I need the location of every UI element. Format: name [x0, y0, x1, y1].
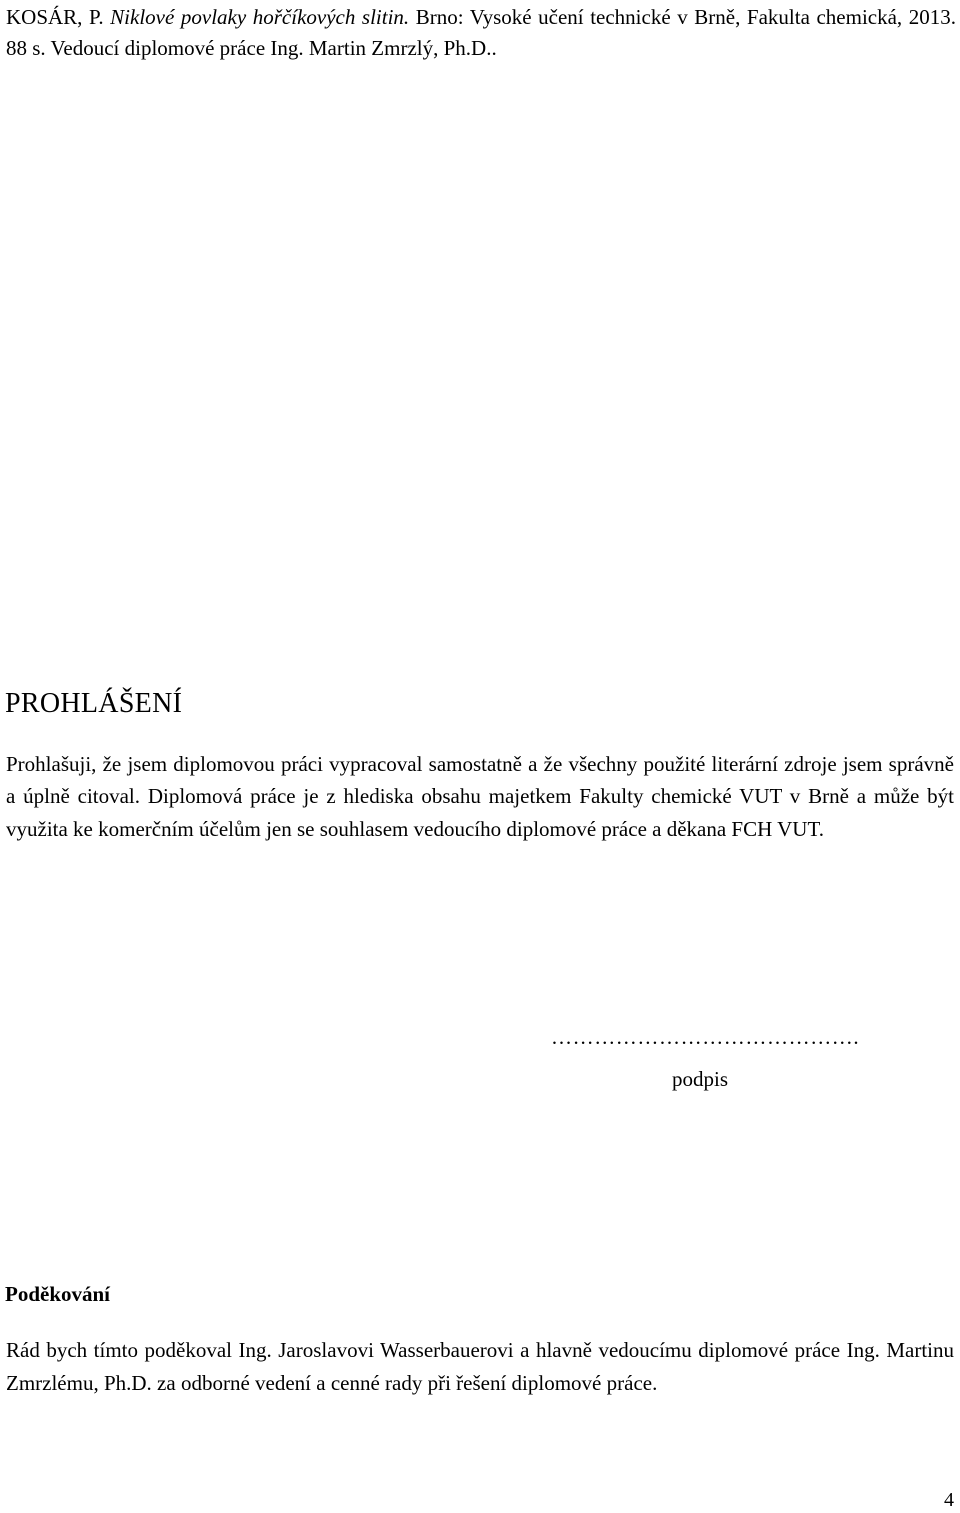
bibliographic-citation — [6, 2, 956, 64]
signature-label: podpis — [672, 1067, 729, 1091]
acknowledgement-heading: Poděkování — [5, 1282, 111, 1306]
citation-authors: KOSÁR, P. — [6, 5, 111, 29]
signature-line: ……………………………………. — [551, 1025, 860, 1049]
declaration-text: Prohlašuji, že jsem diplomovou práci vypracoval samostatně a že všechny použité literární zdroje jsem správně a úplně citoval. Diplomová práce je z hlediska obsahu majetkem Fakulty chemické VUT v Brně a může být využita ke komerčním účelům jen se souhlasem vedoucího diplomové práce a děkana FCH VUT. — [6, 752, 954, 841]
page-number: 4 — [944, 1489, 954, 1511]
acknowledgement-text: Rád bych tímto poděkoval Ing. Jaroslavovi Wasserbauerovi a hlavně vedoucímu diplomové práce Ing. Martinu Zmrzlému, Ph.D. za odborné vedení a cenné rady při řešení diplomové práce. — [6, 1338, 954, 1395]
declaration-heading: PROHLÁŠENÍ — [5, 688, 183, 719]
citation-details: Brno: Vysoké učení technické v Brně, Fakulta chemická, 2013. 88 s. Vedoucí diplomové práce Ing. Martin Zmrzlý, Ph.D.. — [6, 5, 956, 60]
citation-title: Niklové povlaky hořčíkových slitin. — [110, 5, 410, 29]
